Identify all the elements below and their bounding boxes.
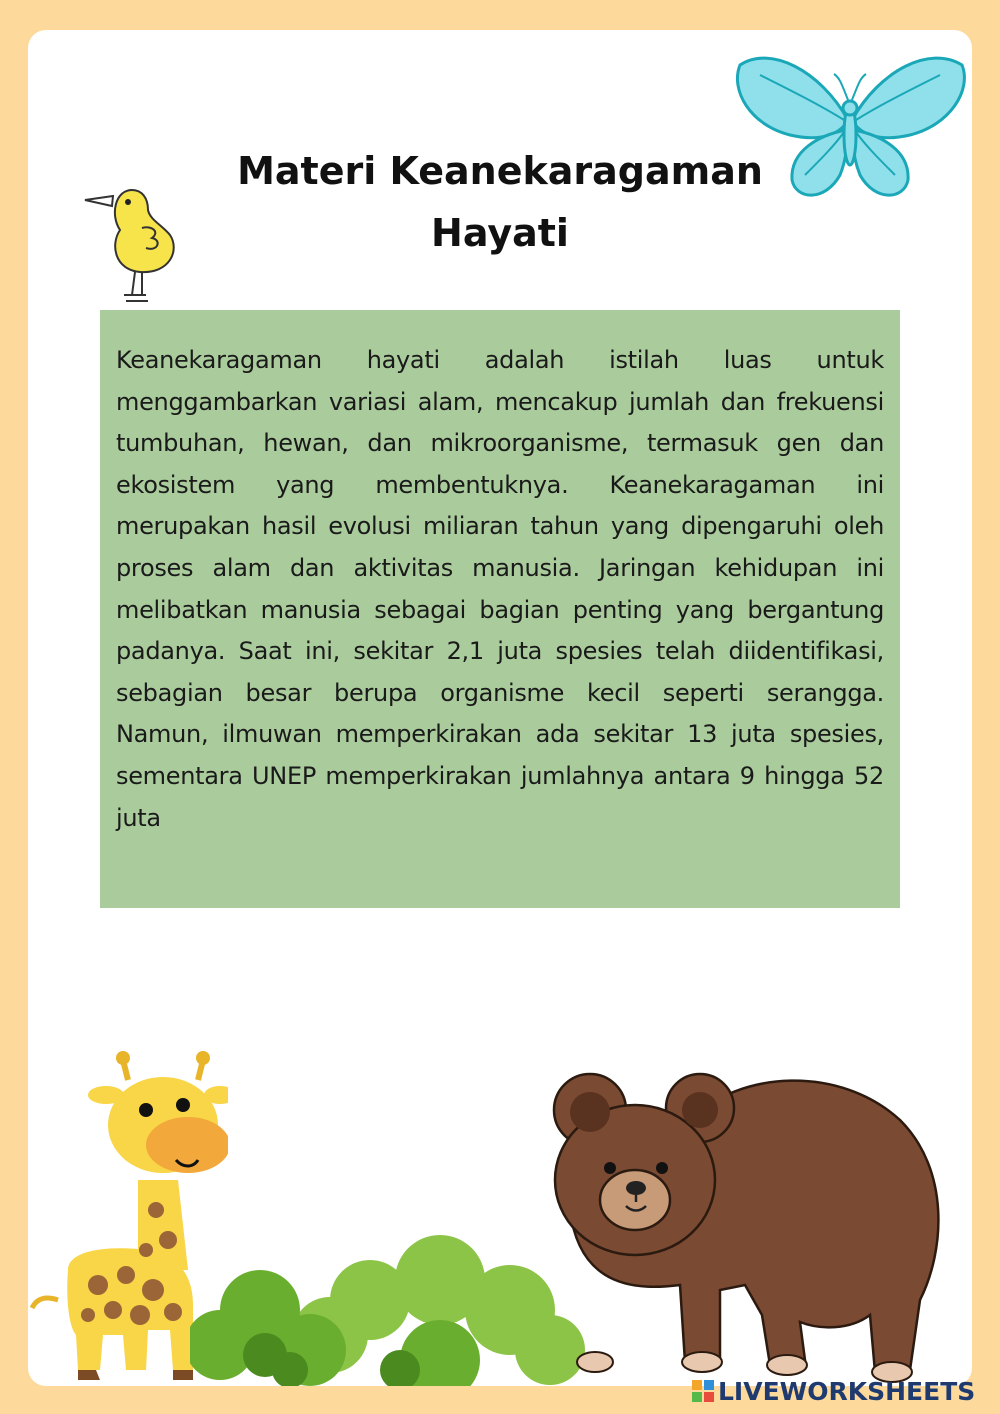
title-line-1: Materi Keanekaragaman xyxy=(237,149,763,193)
liveworksheets-brand[interactable] xyxy=(692,1376,975,1406)
page-title xyxy=(200,140,800,264)
brand-label: LIVEWORKSHEETS xyxy=(718,1376,976,1406)
content-box xyxy=(100,310,900,908)
bear-icon xyxy=(540,1060,960,1386)
chick-icon xyxy=(80,170,190,310)
bushes-icon xyxy=(190,1230,590,1386)
title-line-2: Hayati xyxy=(431,211,569,255)
body-paragraph: Keanekaragaman hayati adalah istilah luas untuk menggambarkan variasi alam, mencakup jumlah dan frekuensi tumbuhan, hewan, dan mikroorganisme, termasuk gen dan ekosistem yang membentuknya. Keanekaragaman ini merupakan hasil evolusi miliaran tahun yang dipengaruhi oleh proses alam dan aktivitas manusia. Jaringan kehidupan ini melibatkan manusia sebagai bagian penting yang bergantung padanya. Saat ini, sekitar 2,1 juta spesies telah diidentifikasi, sebagian besar berupa organisme kecil seperti serangga. Namun, ilmuwan memperkirakan ada sekitar 13 juta spesies, sementara UNEP memperkirakan jumlahnya antara 9 hingga 52 juta xyxy=(116,346,884,832)
liveworksheets-logo-icon xyxy=(692,1380,714,1402)
